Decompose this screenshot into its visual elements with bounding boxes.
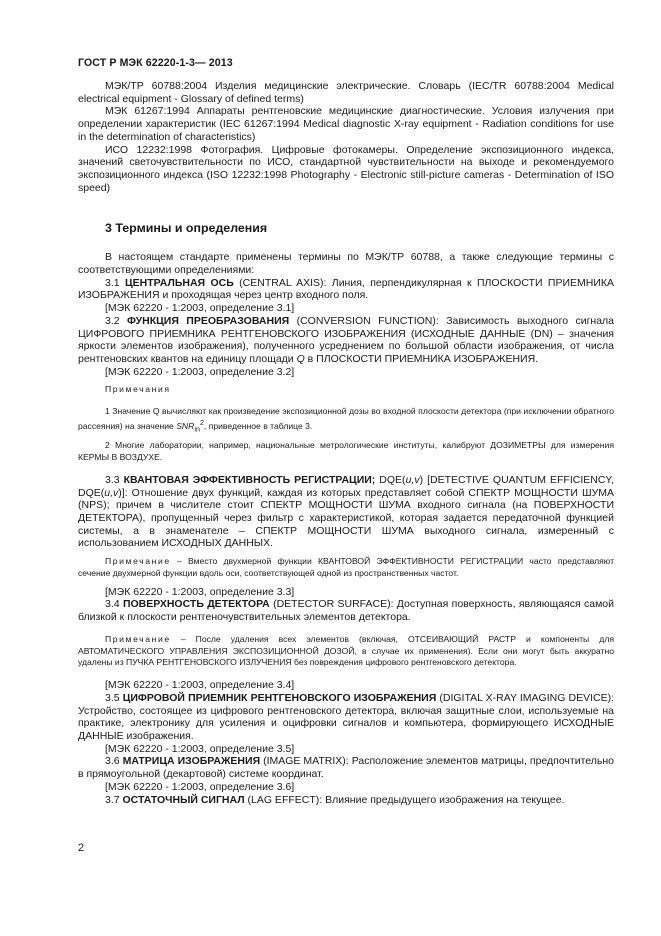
term-number: 3.2 <box>105 314 128 327</box>
term-name: КВАНТОВАЯ ЭФФЕКТИВНОСТЬ РЕГИСТРАЦИИ; <box>123 473 376 486</box>
term-number: 3.1 <box>105 276 125 289</box>
term-name: ЦИФРОВОЙ ПРИЕМНИК РЕНТГЕНОВСКОГО ИЗОБРАЖЕНИЯ <box>122 691 437 704</box>
term-name: ПОВЕРХНОСТЬ ДЕТЕКТОРА <box>122 598 270 611</box>
term-source: [МЭК 62220 - 1:2003, определение 3.2] <box>105 365 295 378</box>
term-3-3 <box>78 474 614 550</box>
term-definition: (DIGITAL X-RAY IMAGING DEVICE): Устройство, состоящее из цифрового рентгеновского детектора, включая защитные слои, используемые на практике, электронику для усиления и оцифровки сигналов и компьютера, формирующего ИСХОДНЫЕ ДАННЫЕ изображения. <box>78 691 615 743</box>
term-name: МАТРИЦА ИЗОБРАЖЕНИЯ <box>122 755 261 768</box>
term-source: [МЭК 62220 - 1:2003, определение 3.5] <box>105 742 295 755</box>
term-3-1 <box>78 277 614 302</box>
reference-iec-61267: МЭК 61267:1994 Аппараты рентгеновские медицинские диагностические. Условия излучения при определении характеристик (IEC 61267:1994 Medical diagnostic X-ray equipment - Radiation conditions for use in the determination of characteristics) <box>78 105 614 143</box>
note-text: – Вместо двухмерной функции КВАНТОВОЙ ЭФФЕКТИВНОСТИ РЕГИСТРАЦИИ часто представляют сечение двухмерной функции вдоль оси, соответствующей одной из пространственных частот. <box>78 556 614 578</box>
snr-symbol: SNR <box>176 420 195 431</box>
reference-iso-12232: ИСО 12232:1998 Фотография. Цифровые фотокамеры. Определение экспозиционного индекса, значений светочувствительности по ИСО, стандартной чувствительности на выходе и рекомендуемого экспозиционного индекса (ISO 12232:1998 Photography - Electronic still-picture cameras - Determination of ISO speed) <box>78 143 614 194</box>
term-definition: (CENTRAL AXIS): Линия, перпендикулярная к ПЛОСКОСТИ ПРИЕМНИКА ИЗОБРАЖЕНИЯ и проходящая через центр входного поля. <box>78 276 614 302</box>
symbol-q: Q <box>296 352 305 365</box>
running-header: ГОСТ Р МЭК 62220-1-3— 2013 <box>78 57 233 69</box>
term-number: 3.3 <box>105 473 124 486</box>
term-3-4 <box>78 598 614 623</box>
uv-symbol: u,v <box>104 486 119 499</box>
note-1 <box>78 406 614 436</box>
term-definition-end: в ПЛОСКОСТИ ПРИЕМНИКА ИЗОБРАЖЕНИЯ. <box>304 352 539 365</box>
term-source: [МЭК 62220 - 1:2003, определение 3.6] <box>105 780 295 793</box>
note-text: 1 Значение Q вычисляют как произведение экспозиционной дозы во входной плоскости детектора (при исключении обратного рассеяния) на значение <box>78 406 614 431</box>
term-source: [МЭК 62220 - 1:2003, определение 3.3] <box>105 585 295 598</box>
term-definition: (LAG EFFECT): Влияние предыдущего изображения на текущее. <box>244 793 565 806</box>
section-heading: 3 Термины и определения <box>105 221 268 236</box>
term-number: 3.7 <box>105 793 123 806</box>
term-name: ЦЕНТРАЛЬНАЯ ОСЬ <box>124 276 234 289</box>
dqe-english: ) [DETECTIVE QUANTUM EFFICIENCY, DQE( <box>78 473 614 499</box>
term-3-2 <box>78 315 614 366</box>
page-number: 2 <box>78 842 85 854</box>
note-3-3 <box>78 556 614 580</box>
term-number: 3.6 <box>105 755 123 768</box>
term-number: 3.5 <box>105 691 123 704</box>
note-label: Примечание <box>105 556 171 567</box>
term-definition: (IMAGE MATRIX): Расположение элементов матрицы, предпочтительно в прямоугольной (декартовой) системе координат. <box>78 755 614 781</box>
note-3-4 <box>78 634 614 669</box>
term-3-7 <box>78 794 614 807</box>
reference-iec-tr-60788: МЭК/ТР 60788:2004 Изделия медицинские электрические. Словарь (IEC/TR 60788:2004 Medical electrical equipment - Glossary of defined terms) <box>78 80 614 105</box>
term-definition: )]: Отношение двух функций, каждая из которых представляет собой СПЕКТР МОЩНОСТИ ШУМА (NPS); причем в числителе стоит СПЕКТР МОЩНОСТИ ШУМА входного сигнала (на ПОВЕРХНОСТИ ДЕТЕКТОРА), пропущенный через фильтр с характеристикой, которая задается передаточной функцией системы, а в знаменателе – СПЕКТР МОЩНОСТИ ШУМА выходного сигнала, измеренный с использованием ИСХОДНЫХ ДАННЫХ. <box>78 486 614 550</box>
term-definition: (DETECTOR SURFACE): Доступная поверхность, являющаяся самой близкой к плоскости рентгеночувствительных элементов детектора. <box>78 598 615 624</box>
term-number: 3.4 <box>105 598 123 611</box>
uv-symbol: u,v <box>405 473 420 486</box>
term-definition: (CONVERSION FUNCTION): Зависимость выходного сигнала ЦИФРОВОГО ПРИЕМНИКА РЕНТГЕНОВСКОГО ИЗОБРАЖЕНИЯ (ИСХОДНЫЕ ДАННЫЕ (DN) – значения яркости элементов изображения), полученного усреднением по большой области изображения, от числа рентгеновских квантов на единицу площади <box>78 314 615 365</box>
note-text-end: , приведенное в таблице 3. <box>203 420 313 431</box>
term-3-6 <box>78 755 614 780</box>
snr-superscript: 2 <box>199 418 204 427</box>
notes-label: Примечания <box>105 384 171 395</box>
page-content <box>78 80 614 806</box>
note-label: Примечание <box>105 633 171 644</box>
note-2: 2 Многие лаборатории, например, национальные метрологические институты, калибруют ДОЗИМЕТРЫ для измерения КЕРМЫ В ВОЗДУХЕ. <box>78 440 614 463</box>
term-name: ОСТАТОЧНЫЙ СИГНАЛ <box>122 793 245 806</box>
term-source: [МЭК 62220 - 1:2003, определение 3.4] <box>105 679 295 692</box>
term-source: [МЭК 62220 - 1:2003, определение 3.1] <box>105 302 295 315</box>
term-3-5 <box>78 692 614 743</box>
snr-subscript: in <box>194 425 200 434</box>
term-name: ФУНКЦИЯ ПРЕОБРАЗОВАНИЯ <box>127 314 290 327</box>
dqe-open: DQE( <box>375 473 406 486</box>
section-intro: В настоящем стандарте применены термины по МЭК/ТР 60788, а также следующие термины с соответствующими определениями: <box>78 251 614 277</box>
note-text: – После удаления всех элементов (включая, ОТСЕИВАЮЩИЙ РАСТР и компоненты для АВТОМАТИЧЕСКОГО УПРАВЛЕНИЯ ЭКСПОЗИЦИОННОЙ ДОЗОЙ, в случае их применения). Если они могут быть аккуратно удалены из ПУЧКА РЕНТГЕНОВСКОГО ИЗЛУЧЕНИЯ без повреждения цифрового рентгеновского детектора. <box>78 633 614 668</box>
